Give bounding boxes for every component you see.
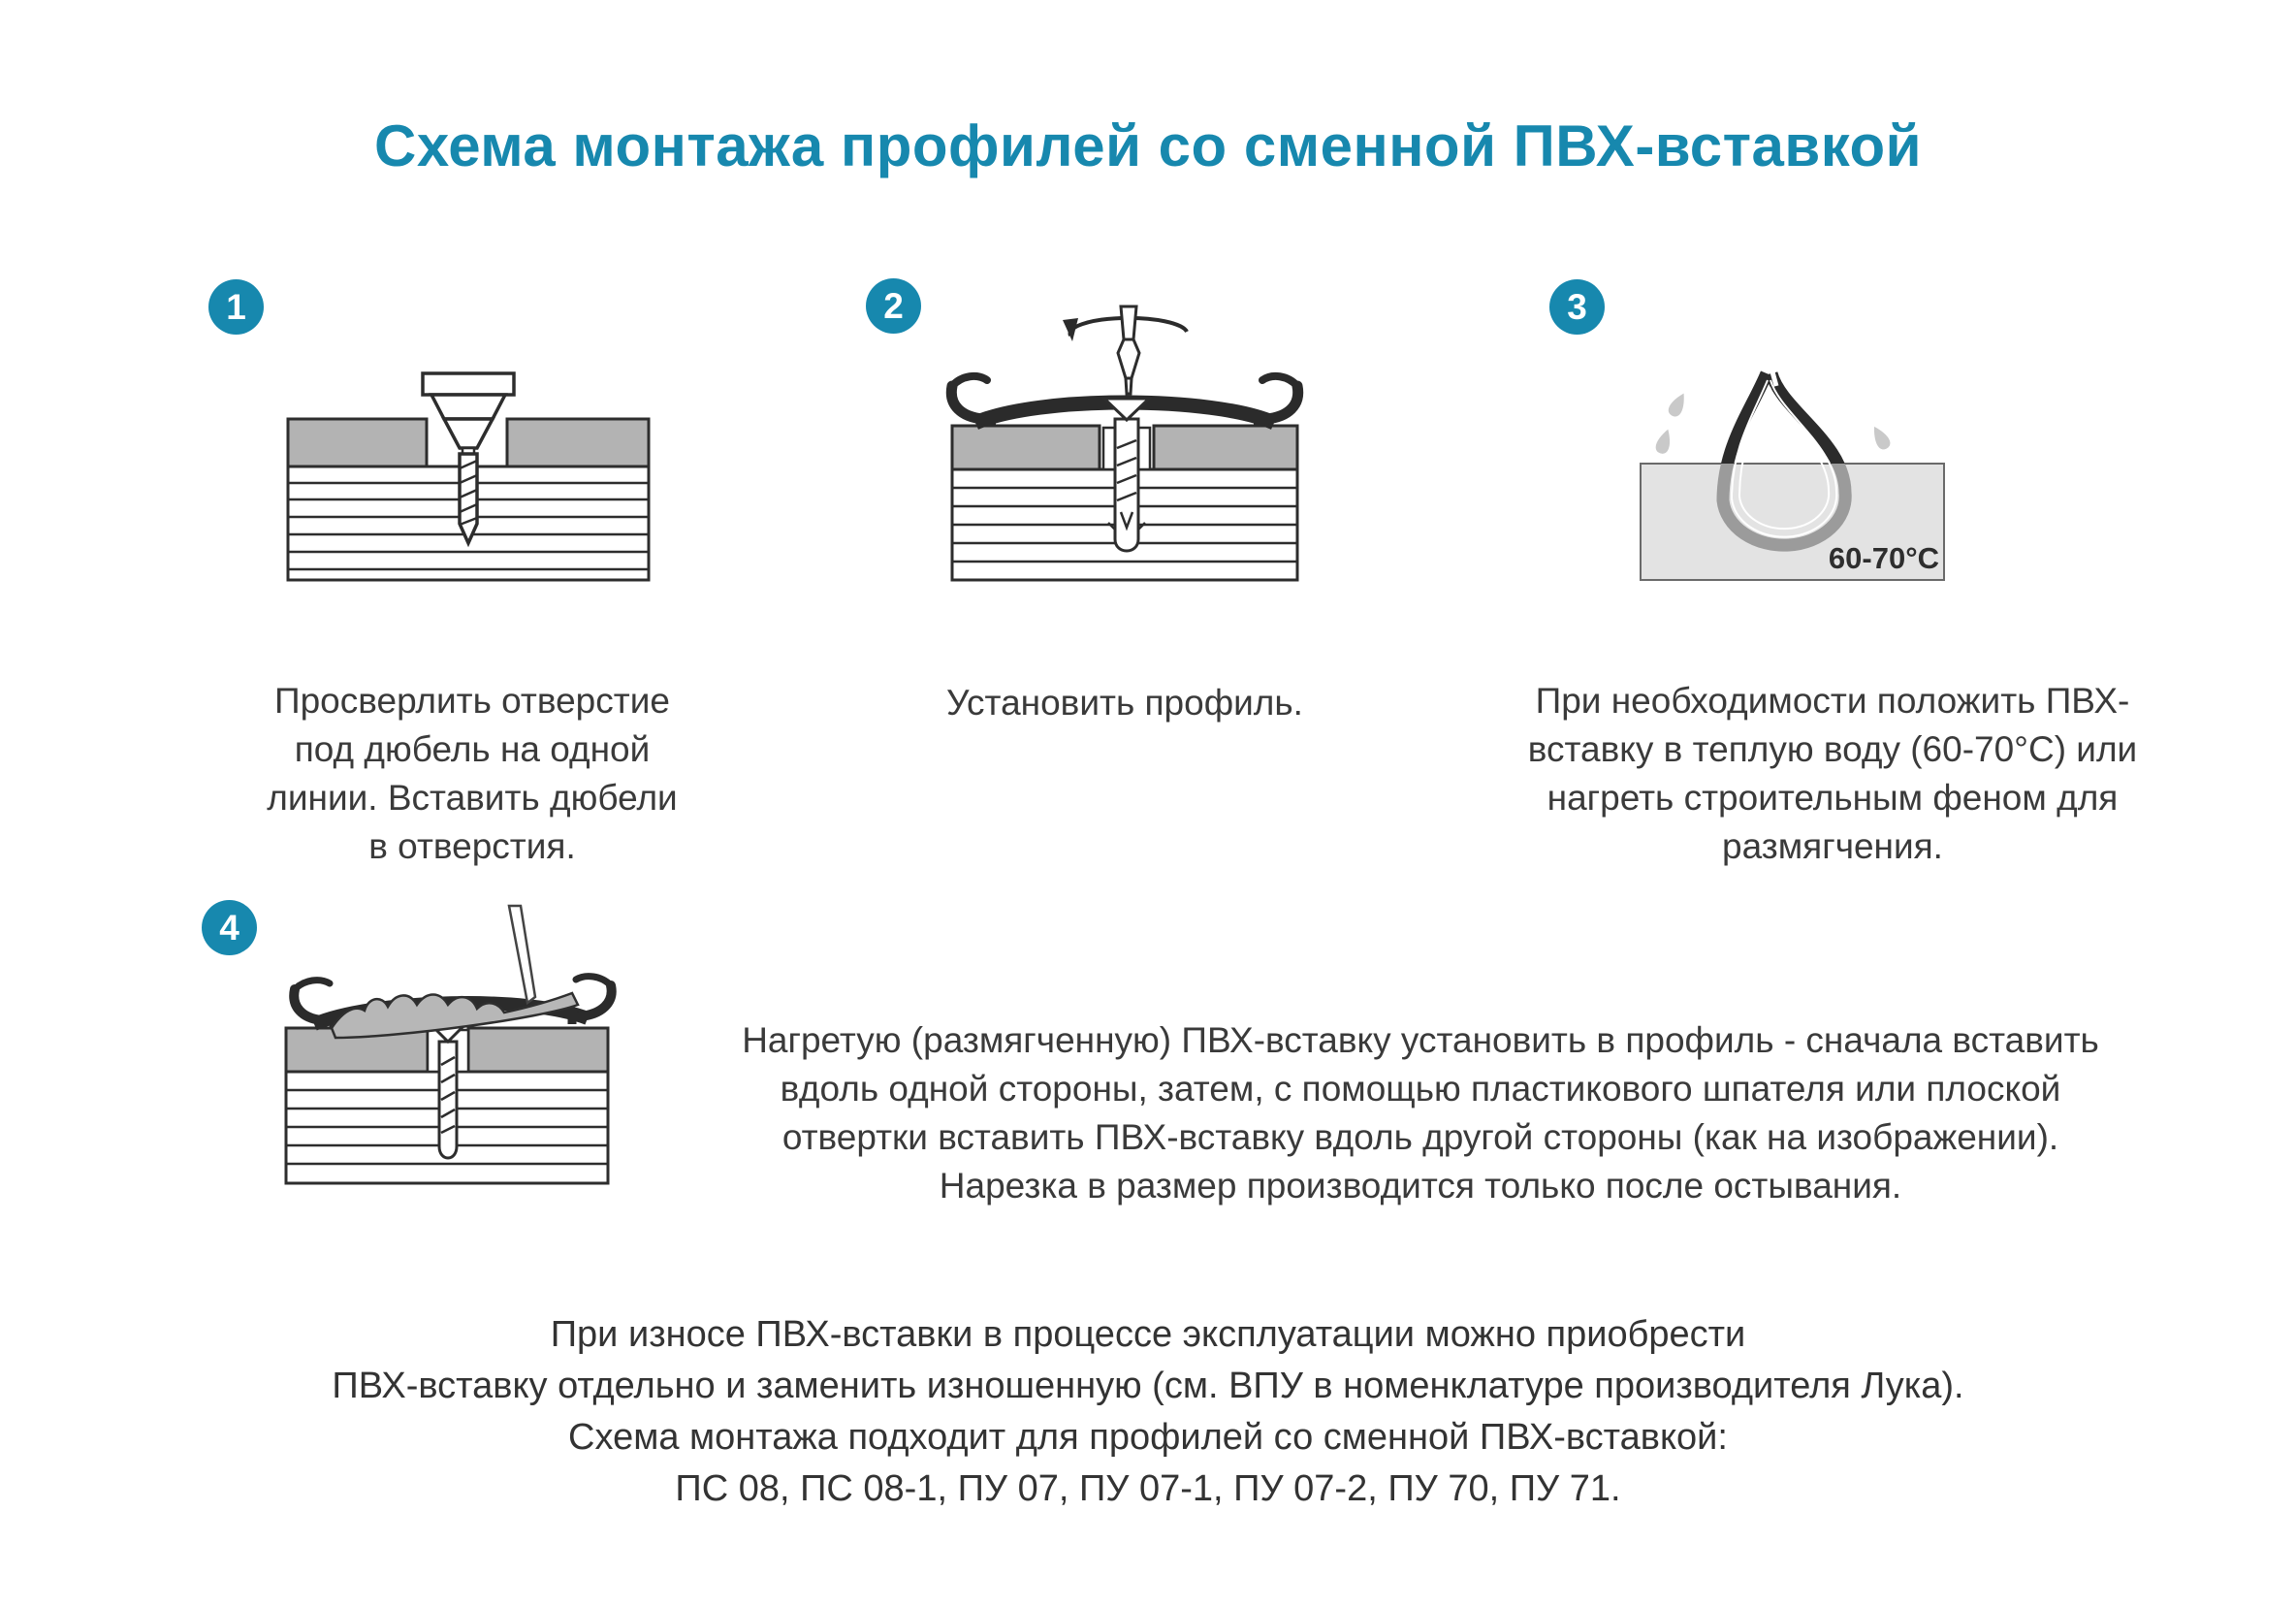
- step-4-number: 4: [219, 907, 239, 948]
- step-3-caption: При необходимости положить ПВХ-вставку в теплую воду (60-70°C) или нагреть строительным феном для размягчения.: [1527, 681, 2138, 866]
- footer-note: [0, 1309, 2296, 1515]
- water-droplets: [1654, 390, 1893, 455]
- step-2-number: 2: [883, 285, 904, 326]
- water-temperature-label: 60-70°C: [1828, 541, 1939, 575]
- drill-dowel-hole-illustration: [286, 369, 651, 587]
- step-2-badge: [866, 278, 921, 334]
- step-2-caption: Установить профиль.: [946, 683, 1303, 723]
- insert-pvc-illustration: [281, 900, 650, 1191]
- footer-line: ПС 08, ПС 08-1, ПУ 07, ПУ 07-1, ПУ 07-2, ПУ 70, ПУ 71.: [675, 1468, 1621, 1509]
- step-4-caption: Нагретую (размягченную) ПВХ-вставку установить в профиль - сначала вставить вдоль одной стороны, затем, с помощью пластикового шпателя или плоской отвертки вставить ПВХ-вставку вдоль другой стороны (как на изображении). Нарезка в размер производится только после остывания.: [742, 1020, 2099, 1206]
- step-1-number: 1: [226, 286, 246, 327]
- footer-line: При износе ПВХ-вставки в процессе эксплуатации можно приобрести: [550, 1314, 1746, 1355]
- flat-screwdriver-icon: [509, 906, 535, 1003]
- page-title: Схема монтажа профилей со сменной ПВХ-вставкой: [374, 113, 1922, 178]
- step-1-badge: [208, 279, 264, 335]
- footer-line: Схема монтажа подходит для профилей со сменной ПВХ-вставкой:: [568, 1417, 1728, 1458]
- footer-line: ПВХ-вставку отдельно и заменить изношенную (см. ВПУ в номенклатуре производителя Лука).: [332, 1366, 1964, 1406]
- step-3-number: 3: [1567, 286, 1587, 327]
- screwdriver-bit-icon: [1118, 306, 1139, 394]
- step-1-caption: Просверлить отверстие под дюбель на одной линии. Вставить дюбели в отверстия.: [267, 681, 678, 866]
- install-profile-illustration: [931, 291, 1319, 592]
- step-3-badge: [1549, 279, 1605, 335]
- step-4-badge: [202, 900, 257, 955]
- dowel-and-screw: [1108, 419, 1145, 551]
- warm-water-illustration: [1610, 357, 1959, 595]
